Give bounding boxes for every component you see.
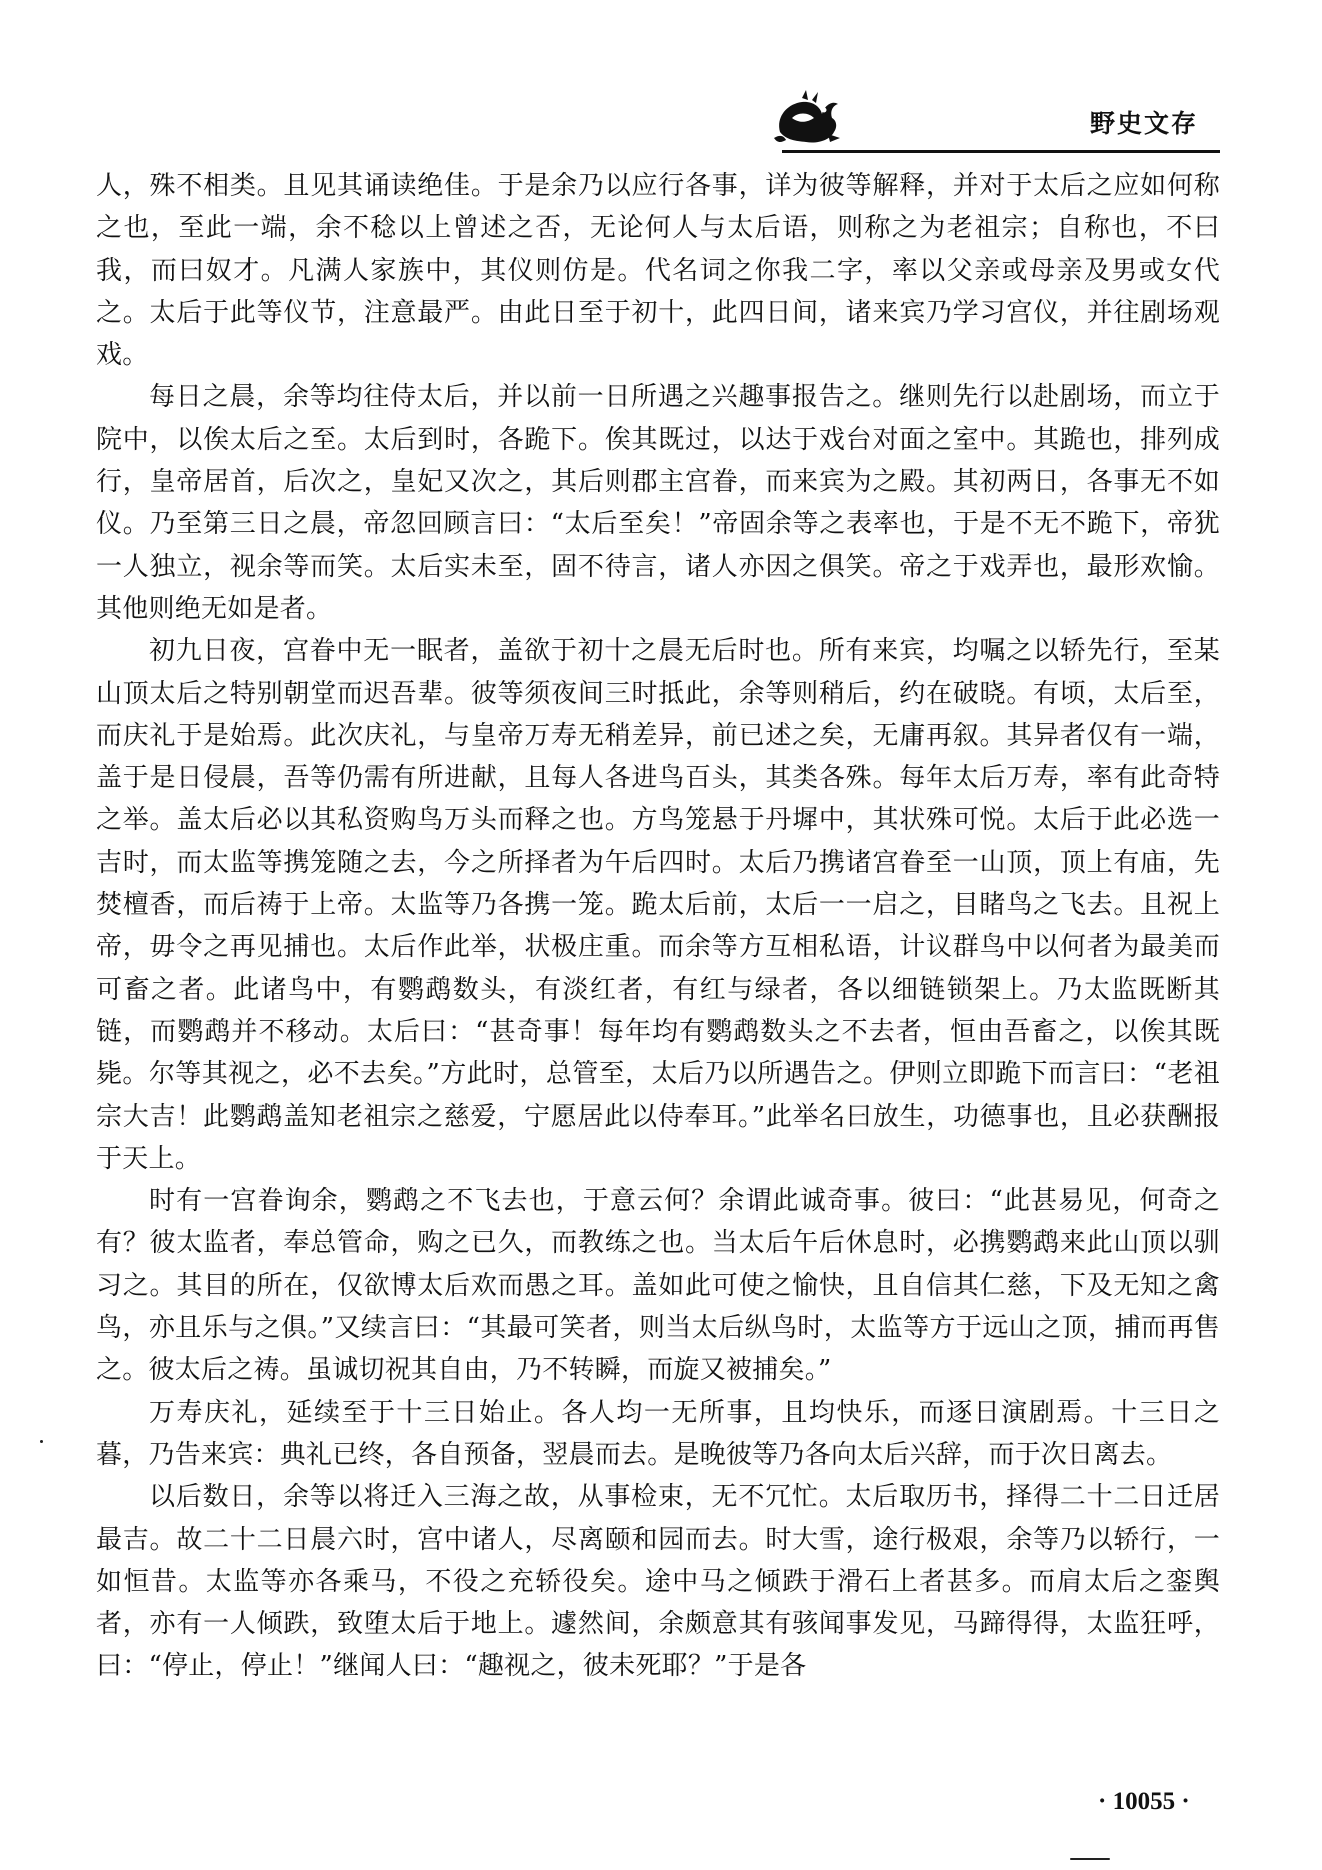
paragraph: 万寿庆礼，延续至于十三日始止。各人均一无所事，且均快乐，而逐日演剧焉。十三日之暮，乃告来宾：典礼已终，各自预备，翌晨而去。是晚彼等乃各向太后兴辞，而于次日离去。 [96,1397,1220,1470]
paragraph: 每日之晨，余等均往侍太后，并以前一日所遇之兴趣事报告之。继则先行以赴剧场，而立于院中，以俟太后之至。太后到时，各跪下。俟其既过，以达于戏台对面之室中。其跪也，排列成行，皇帝居首，后次之，皇妃又次之，其后则郡主宫眷，而来宾为之殿。其初两日，各事无不如仪。乃至第三日之晨，帝忽回顾言曰：“太后至矣！”帝固余等之表率也，于是不无不跪下，帝犹一人独立，视余等而笑。太后实未至，固不待言，诸人亦因之俱笑。帝之于戏弄也，最形欢愉。其他则绝无如是者。 [96,382,1220,624]
body-text [96,165,1220,1688]
paragraph: 初九日夜，宫眷中无一眠者，盖欲于初十之晨无后时也。所有来宾，均嘱之以轿先行，至某山顶太后之特别朝堂而迟吾辈。彼等须夜间三时抵此，余等则稍后，约在破晓。有顷，太后至，而庆礼于是始焉。此次庆礼，与皇帝万寿无稍差异，前已述之矣，无庸再叙。其异者仅有一端，盖于是日侵晨，吾等仍需有所进献，且每人各进鸟百头，其类各殊。每年太后万寿，率有此奇特之举。盖太后必以其私资购鸟万头而释之也。方鸟笼悬于丹墀中，其状殊可悦。太后于此必选一吉时，而太监等携笼随之去，今之所择者为午后四时。太后乃携诸宫眷至一山顶，顶上有庙，先焚檀香，而后祷于上帝。太监等乃各携一笼。跪太后前，太后一一启之，目睹鸟之飞去。且祝上帝，毋令之再见捕也。太后作此举，状极庄重。而余等方互相私语，计议群鸟中以何者为最美而可畜之者。此诸鸟中，有鹦鹉数头，有淡红者，有红与绿者，各以细链锁架上。乃太监既断其链，而鹦鹉并不移动。太后曰：“甚奇事！每年均有鹦鹉数头之不去者，恒由吾畜之，以俟其既毙。尔等其视之，必不去矣。”方此时，总管至，太后乃以所遇告之。伊则立即跪下而言曰：“老祖宗大吉！此鹦鹉盖知老祖宗之慈爱，宁愿居此以侍奉耳。”此举名曰放生，功德事也，且必获酬报于天上。 [96,636,1220,1174]
paragraph: 人，殊不相类。且见其诵读绝佳。于是余乃以应行各事，详为彼等解释，并对于太后之应如何称之也，至此一端，余不稔以上曾述之否，无论何人与太后语，则称之为老祖宗；自称也，不曰我，而曰奴才。凡满人家族中，其仪则仿是。代名词之你我二字，率以父亲或母亲及男或女代之。太后于此等仪节，注意最严。由此日至于初十，此四日间，诸来宾乃学习宫仪，并往剧场观戏。 [96,171,1220,371]
page-number: · 10055 · [1098,1788,1190,1815]
header-rule [782,150,1220,153]
page-header [0,0,1322,160]
series-title: 野史文存 [1090,109,1199,138]
paragraph: 时有一宫眷询余，鹦鹉之不飞去也，于意云何？余谓此诚奇事。彼曰：“此甚易见，何奇之有？彼太监者，奉总管命，购之已久，而教练之也。当太后午后休息时，必携鹦鹉来此山顶以驯习之。其目的所在，仅欲博太后欢而愚之耳。盖如此可使之愉快，且自信其仁慈，下及无知之禽鸟，亦且乐与之俱。”又续言曰：“其最可笑者，则当太后纵鸟时，太监等方于远山之顶，捕而再售之。彼太后之祷。虽诚切祝其自由，乃不转瞬，而旋又被捕矣。” [96,1186,1220,1386]
dragon-emblem-icon [772,88,842,150]
paragraph: 以后数日，余等以将迁入三海之故，从事检束，无不冗忙。太后取历书，择得二十二日迁居最吉。故二十二日晨六时，宫中诸人，尽离颐和园而去。时大雪，途行极艰，余等乃以轿行，一如恒昔。太监等亦各乘马，不役之充轿役矣。途中马之倾跌于滑石上者甚多。而肩太后之銮舆者，亦有一人倾跌，致堕太后于地上。遽然间，余颇意其有骇闻事发见，马蹄得得，太监狂呼，曰：“停止，停止！”继闻人曰：“趣视之，彼未死耶？”于是各 [96,1482,1220,1682]
scan-speck [1070,1858,1110,1860]
scan-speck [40,1440,43,1443]
